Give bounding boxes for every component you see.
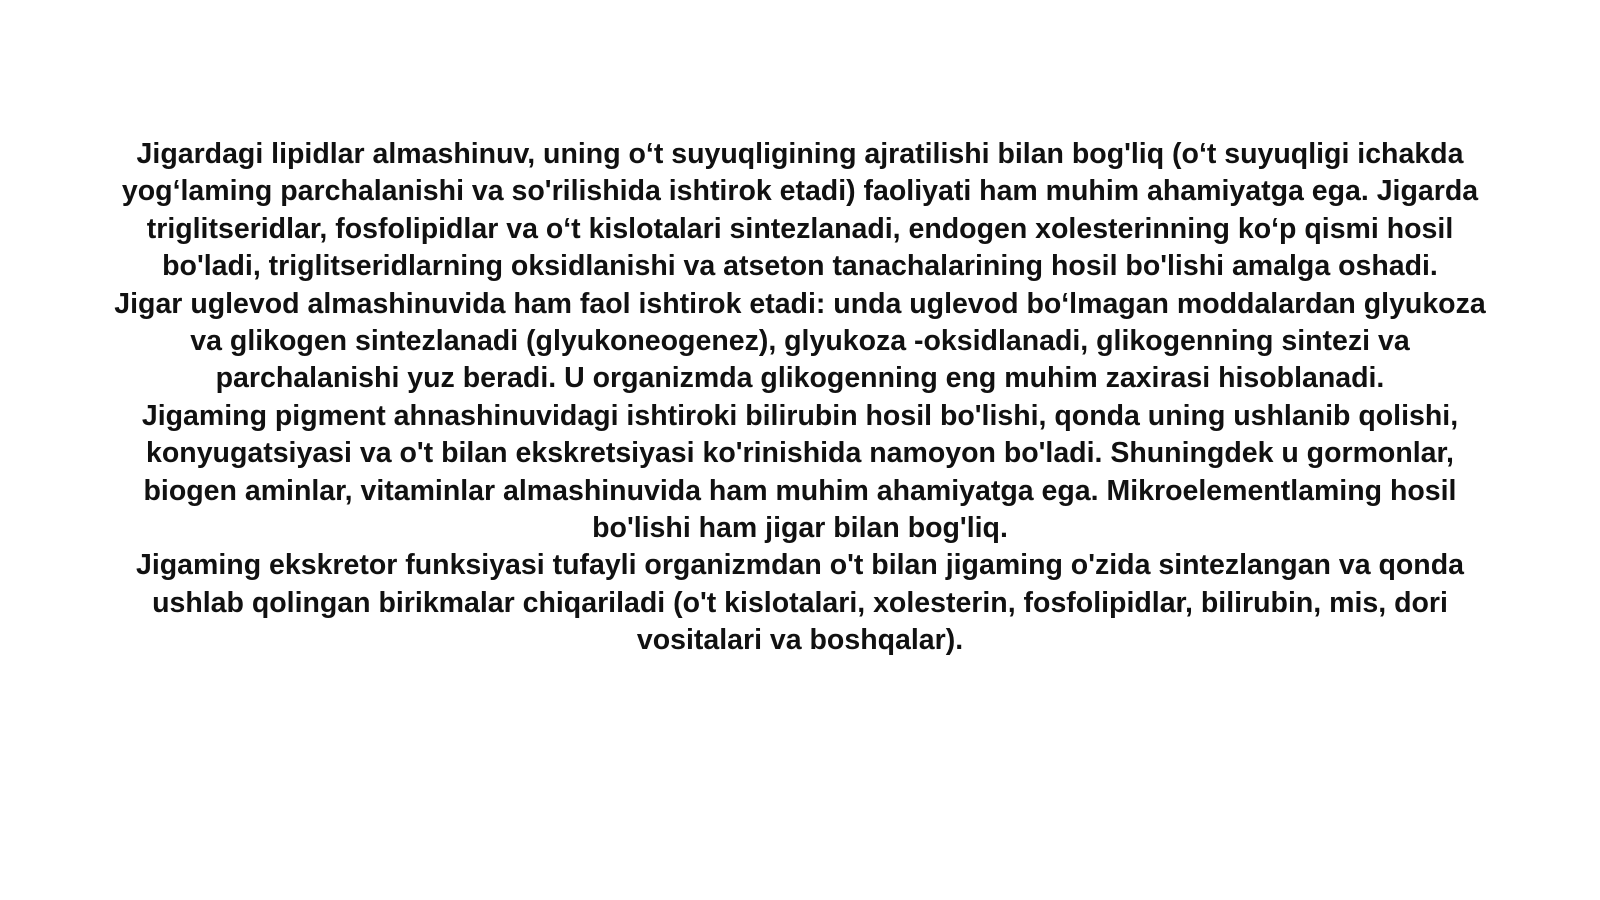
paragraph-lipid-metabolism: Jigardagi lipidlar almashinuv, uning o‘t suyuqligining ajratilishi bilan bog'liq (o‘t suyuqligi ichakda yog‘laming parchalanishi va so'rilishida ishtirok etadi) faoliyati ham muhim ahamiyatga ega. Jigarda triglitseridlar, fosfolipidlar va o‘t kislotalari sintezlanadi, endogen xolesterinning ko‘p qismi hosil bo'ladi, triglitseridlarning oksidlanishi va atseton tanachalarining hosil bo'lishi amalga oshadi.: [121, 138, 1479, 283]
paragraph-excretory-function: Jigaming ekskretor funksiyasi tufayli organizmdan o't bilan jigaming o'zida sintezlangan va qonda ushlab qolingan birikmalar chiqariladi (o't kislotalari, xolesterin, fosfolipidlar, bilirubin, mis, dori vositalari va boshqalar).: [136, 549, 1464, 657]
paragraph-pigment-metabolism: Jigaming pigment ahnashinuvidagi ishtiroki bilirubin hosil bo'lishi, qonda uning ushlanib qolishi, konyugatsiyasi va o't bilan ekskretsiyasi ko'rinishida namoyon bo'ladi. Shuningdek u gormonlar, biogen aminlar, vitaminlar almashinuvida ham muhim ahamiyatga ega. Mikroelementlaming hosil bo'lishi ham jigar bilan bog'liq.: [141, 399, 1459, 545]
body-text: [105, 136, 1495, 660]
paragraph-carbohydrate-metabolism: Jigar uglevod almashinuvida ham faol ishtirok etadi: unda uglevod bo‘lmagan moddalardan glyukoza va glikogen sintezlanadi (glyukoneogenez), glyukoza -oksidlanadi, glikogenning sintezi va parchalanishi yuz beradi. U organizmda glikogenning eng muhim zaxirasi hisoblanadi.: [114, 287, 1486, 395]
